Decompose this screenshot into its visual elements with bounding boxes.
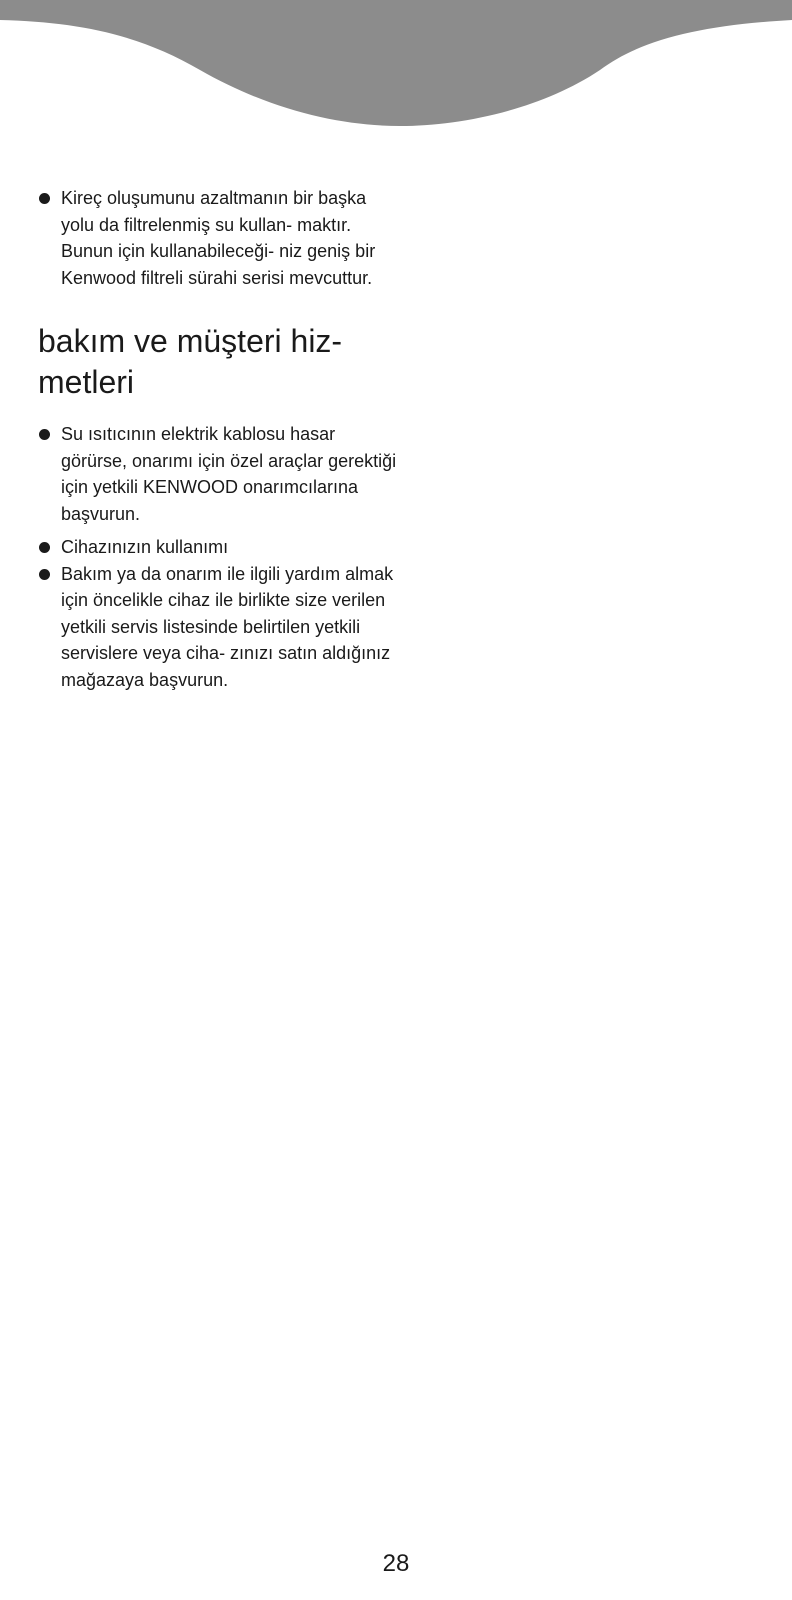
list-item [38,561,398,694]
bullet-dot [39,569,50,580]
bullet-text: Bakım ya da onarım ile ilgili yardım almak için öncelikle cihaz ile birlikte size verilen yetkili servis listesinde belirtilen yetkili servislere veya ciha- zınızı satın aldığınız mağazaya başvurun. [61,563,394,690]
page-content [38,185,398,693]
bullet-text: Su ısıtıcının elektrik kablosu hasar görürse, onarımı için özel araçlar gerektiği için yetkili KENWOOD onarımcılarına başvurun. [61,424,397,524]
list-item [38,534,398,561]
service-bullet-list [38,421,398,693]
list-item [38,421,398,527]
intro-bullet-list [38,185,398,291]
page-number: 28 [382,1550,410,1577]
bullet-dot [39,193,50,204]
bullet-text: Cihazınızın kullanımı [61,537,229,557]
list-item [38,185,398,291]
section-heading: bakım ve müşteri hiz- metleri [38,323,343,400]
header-wave-shape [0,0,792,126]
bullet-dot [39,542,50,553]
bullet-dot [39,429,50,440]
bullet-text: Kireç oluşumunu azaltmanın bir başka yolu da filtrelenmiş su kullan- maktır. Bunun için kullanabileceği- niz geniş bir Kenwood filtreli sürahi serisi mevcuttur. [61,188,376,288]
header-wave-band [0,0,792,130]
